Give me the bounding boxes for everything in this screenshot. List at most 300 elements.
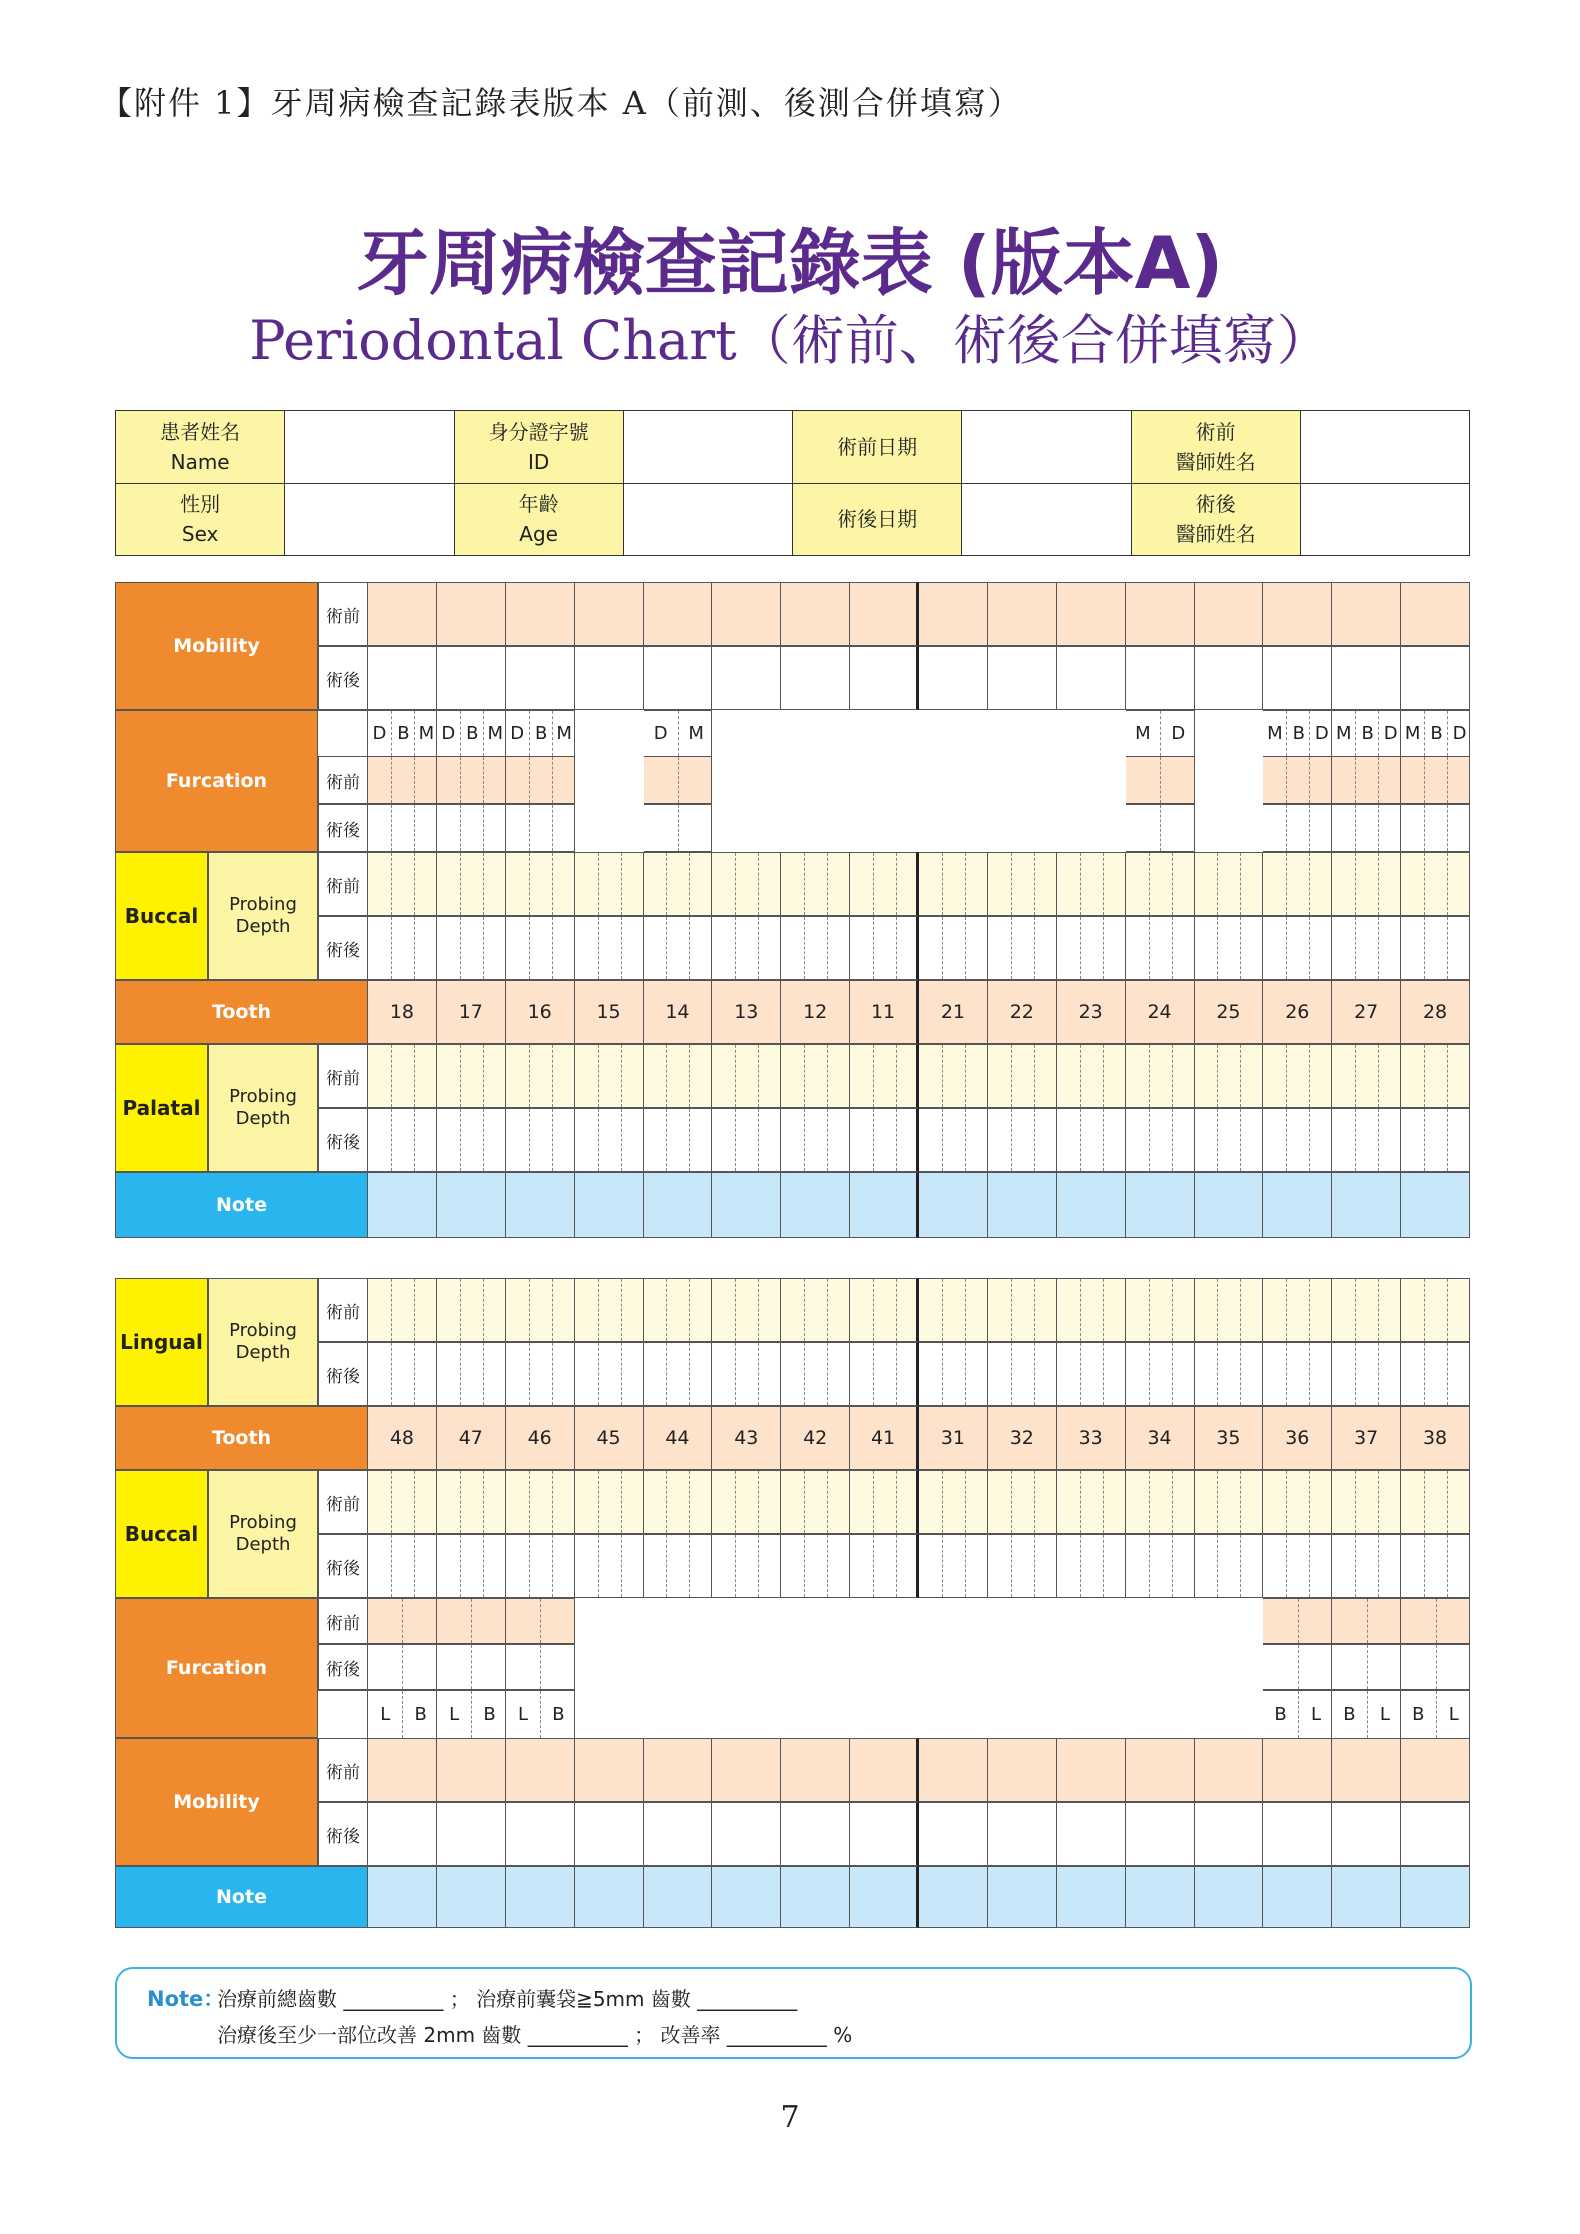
lower-lingual-pd-post-12[interactable] bbox=[1126, 1342, 1195, 1406]
upper-palatal-pd-pre-1[interactable] bbox=[368, 1044, 437, 1108]
note-cell-16[interactable] bbox=[1401, 1172, 1470, 1238]
upper-mobility-pre-4[interactable] bbox=[575, 582, 644, 646]
upper-palatal-pd-post-7[interactable] bbox=[781, 1108, 850, 1172]
note-cell-5[interactable] bbox=[644, 1172, 713, 1238]
lower-mobility-pre-14[interactable] bbox=[1263, 1738, 1332, 1802]
upper-mobility-pre-7[interactable] bbox=[781, 582, 850, 646]
lower-lingual-pd-pre-8[interactable] bbox=[850, 1278, 919, 1342]
lower-furcation-pre-6 bbox=[712, 1598, 781, 1644]
upper-furcation-pre-5[interactable] bbox=[644, 756, 713, 804]
lower-buccal-pd-pre-14[interactable] bbox=[1263, 1470, 1332, 1534]
upper-palatal-pd-post-6[interactable] bbox=[712, 1108, 781, 1172]
post-op-label: 術後 bbox=[318, 804, 368, 852]
furcation-site-label: M bbox=[483, 711, 507, 756]
note-cell-1[interactable] bbox=[368, 1172, 437, 1238]
lower-mobility-pre-3[interactable] bbox=[506, 1738, 575, 1802]
lower-buccal-pd-post-7[interactable] bbox=[781, 1534, 850, 1598]
upper-buccal-pd-post-5[interactable] bbox=[644, 916, 713, 980]
sex-field[interactable] bbox=[285, 483, 454, 556]
lower-buccal-pd-pre-7[interactable] bbox=[781, 1470, 850, 1534]
lower-buccal-pd-pre-6[interactable] bbox=[712, 1470, 781, 1534]
upper-palatal-pd-post-4[interactable] bbox=[575, 1108, 644, 1172]
note-cell-2[interactable] bbox=[437, 1866, 506, 1928]
post-doctor-field[interactable] bbox=[1300, 483, 1469, 556]
lower-lingual-pd-post-16[interactable] bbox=[1401, 1342, 1470, 1406]
pre-op-label: 術前 bbox=[318, 1598, 368, 1644]
lower-mobility-post-2[interactable] bbox=[437, 1802, 506, 1866]
lower-lingual-pd-post-10[interactable] bbox=[988, 1342, 1057, 1406]
pre-op-label: 術前 bbox=[318, 582, 368, 646]
lower-mobility-post-15[interactable] bbox=[1332, 1802, 1401, 1866]
lower-furcation-post-9 bbox=[919, 1644, 988, 1690]
lower-lingual-pd-post-9[interactable] bbox=[919, 1342, 988, 1406]
note-cell-3[interactable] bbox=[506, 1172, 575, 1238]
lower-furcation-post-15[interactable] bbox=[1332, 1644, 1401, 1690]
upper-mobility-pre-14[interactable] bbox=[1263, 582, 1332, 646]
upper-mobility-pre-1[interactable] bbox=[368, 582, 437, 646]
tooth-number: 27 bbox=[1332, 980, 1401, 1044]
note-cell-6[interactable] bbox=[712, 1172, 781, 1238]
upper-mobility-post-9[interactable] bbox=[919, 646, 988, 710]
upper-buccal-pd-pre-9[interactable] bbox=[919, 852, 988, 916]
lower-mobility-pre-10[interactable] bbox=[988, 1738, 1057, 1802]
lower-buccal-pd-post-2[interactable] bbox=[437, 1534, 506, 1598]
lower-lingual-pd-pre-5[interactable] bbox=[644, 1278, 713, 1342]
upper-mobility-post-15[interactable] bbox=[1332, 646, 1401, 710]
note-cell-15[interactable] bbox=[1332, 1866, 1401, 1928]
upper-mobility-pre-5[interactable] bbox=[644, 582, 713, 646]
lower-mobility-post-10[interactable] bbox=[988, 1802, 1057, 1866]
lower-buccal-pd-pre-8[interactable] bbox=[850, 1470, 919, 1534]
lower-furcation-pre-1[interactable] bbox=[368, 1598, 437, 1644]
upper-furcation-sites-16 bbox=[1401, 710, 1470, 756]
upper-mobility-pre-11[interactable] bbox=[1057, 582, 1126, 646]
upper-buccal-pd-post-11[interactable] bbox=[1057, 916, 1126, 980]
tooth-number: 23 bbox=[1057, 980, 1126, 1044]
upper-mobility-pre-16[interactable] bbox=[1401, 582, 1470, 646]
lower-lingual-pd-pre-11[interactable] bbox=[1057, 1278, 1126, 1342]
upper-buccal-pd-pre-8[interactable] bbox=[850, 852, 919, 916]
post-op-label: 術後 bbox=[318, 1802, 368, 1866]
upper-palatal-pd-post-10[interactable] bbox=[988, 1108, 1057, 1172]
upper-buccal-pd-post-10[interactable] bbox=[988, 916, 1057, 980]
upper-buccal-pd-post-15[interactable] bbox=[1332, 916, 1401, 980]
upper-palatal-pd-post-2[interactable] bbox=[437, 1108, 506, 1172]
upper-mobility-post-4[interactable] bbox=[575, 646, 644, 710]
note-cell-6[interactable] bbox=[712, 1866, 781, 1928]
upper-mobility-post-12[interactable] bbox=[1126, 646, 1195, 710]
note-cell-11[interactable] bbox=[1057, 1172, 1126, 1238]
lower-lingual-pd-post-2[interactable] bbox=[437, 1342, 506, 1406]
lower-mobility-post-12[interactable] bbox=[1126, 1802, 1195, 1866]
lower-buccal-pd-pre-1[interactable] bbox=[368, 1470, 437, 1534]
lower-lingual-pd-post-3[interactable] bbox=[506, 1342, 575, 1406]
palatal-label: Palatal bbox=[115, 1044, 208, 1172]
upper-furcation-sites-1 bbox=[368, 710, 437, 756]
lower-lingual-pd-post-7[interactable] bbox=[781, 1342, 850, 1406]
lower-furcation-post-16[interactable] bbox=[1401, 1644, 1470, 1690]
upper-furcation-pre-3[interactable] bbox=[506, 756, 575, 804]
lower-lingual-pd-post-6[interactable] bbox=[712, 1342, 781, 1406]
note-cell-5[interactable] bbox=[644, 1866, 713, 1928]
upper-mobility-post-10[interactable] bbox=[988, 646, 1057, 710]
age-field[interactable] bbox=[623, 483, 792, 556]
upper-palatal-pd-pre-5[interactable] bbox=[644, 1044, 713, 1108]
upper-buccal-pd-post-4[interactable] bbox=[575, 916, 644, 980]
note-cell-3[interactable] bbox=[506, 1866, 575, 1928]
upper-buccal-pd-post-1[interactable] bbox=[368, 916, 437, 980]
lower-mobility-post-7[interactable] bbox=[781, 1802, 850, 1866]
lower-mobility-post-3[interactable] bbox=[506, 1802, 575, 1866]
upper-furcation-post-11 bbox=[1057, 804, 1126, 852]
upper-palatal-pd-pre-2[interactable] bbox=[437, 1044, 506, 1108]
upper-buccal-pd-pre-15[interactable] bbox=[1332, 852, 1401, 916]
upper-palatal-pd-pre-7[interactable] bbox=[781, 1044, 850, 1108]
lower-mobility-post-11[interactable] bbox=[1057, 1802, 1126, 1866]
lower-mobility-pre-1[interactable] bbox=[368, 1738, 437, 1802]
upper-palatal-pd-post-13[interactable] bbox=[1195, 1108, 1264, 1172]
post-date-field[interactable] bbox=[962, 483, 1131, 556]
lower-buccal-pd-pre-15[interactable] bbox=[1332, 1470, 1401, 1534]
lower-furcation-pre-14[interactable] bbox=[1263, 1598, 1332, 1644]
upper-palatal-pd-post-15[interactable] bbox=[1332, 1108, 1401, 1172]
lower-buccal-pd-post-10[interactable] bbox=[988, 1534, 1057, 1598]
upper-buccal-pd-pre-4[interactable] bbox=[575, 852, 644, 916]
note-box-label: Note： bbox=[147, 1987, 225, 2011]
note-cell-2[interactable] bbox=[437, 1172, 506, 1238]
upper-buccal-pd-post-12[interactable] bbox=[1126, 916, 1195, 980]
lower-lingual-pd-post-8[interactable] bbox=[850, 1342, 919, 1406]
lower-mobility-pre-6[interactable] bbox=[712, 1738, 781, 1802]
upper-buccal-pd-post-16[interactable] bbox=[1401, 916, 1470, 980]
note-cell-10[interactable] bbox=[988, 1172, 1057, 1238]
note-cell-14[interactable] bbox=[1263, 1172, 1332, 1238]
lower-buccal-pd-post-9[interactable] bbox=[919, 1534, 988, 1598]
upper-buccal-pd-post-6[interactable] bbox=[712, 916, 781, 980]
lower-lingual-pd-pre-13[interactable] bbox=[1195, 1278, 1264, 1342]
upper-furcation-pre-2[interactable] bbox=[437, 756, 506, 804]
upper-palatal-pd-pre-6[interactable] bbox=[712, 1044, 781, 1108]
lower-buccal-pd-post-6[interactable] bbox=[712, 1534, 781, 1598]
upper-palatal-pd-post-14[interactable] bbox=[1263, 1108, 1332, 1172]
note-cell-9[interactable] bbox=[919, 1866, 988, 1928]
upper-mobility-post-6[interactable] bbox=[712, 646, 781, 710]
lower-lingual-pd-post-5[interactable] bbox=[644, 1342, 713, 1406]
upper-mobility-post-14[interactable] bbox=[1263, 646, 1332, 710]
lower-buccal-pd-post-4[interactable] bbox=[575, 1534, 644, 1598]
note-cell-7[interactable] bbox=[781, 1172, 850, 1238]
lower-lingual-pd-pre-15[interactable] bbox=[1332, 1278, 1401, 1342]
lower-buccal-pd-post-11[interactable] bbox=[1057, 1534, 1126, 1598]
lower-furcation-pre-15[interactable] bbox=[1332, 1598, 1401, 1644]
lower-lingual-pd-post-15[interactable] bbox=[1332, 1342, 1401, 1406]
upper-mobility-post-8[interactable] bbox=[850, 646, 919, 710]
furcation-site-label: B bbox=[460, 711, 484, 756]
upper-buccal-pd-post-7[interactable] bbox=[781, 916, 850, 980]
lower-lingual-pd-post-13[interactable] bbox=[1195, 1342, 1264, 1406]
upper-palatal-pd-post-11[interactable] bbox=[1057, 1108, 1126, 1172]
lower-lingual-pd-pre-10[interactable] bbox=[988, 1278, 1057, 1342]
tooth-number: 46 bbox=[506, 1406, 575, 1470]
lower-lingual-pd-pre-2[interactable] bbox=[437, 1278, 506, 1342]
note-cell-9[interactable] bbox=[919, 1172, 988, 1238]
note-cell-8[interactable] bbox=[850, 1172, 919, 1238]
upper-palatal-pd-pre-8[interactable] bbox=[850, 1044, 919, 1108]
lower-buccal-pd-pre-4[interactable] bbox=[575, 1470, 644, 1534]
upper-buccal-pd-pre-13[interactable] bbox=[1195, 852, 1264, 916]
pre-doctor-field[interactable] bbox=[1300, 411, 1469, 484]
lower-mobility-post-14[interactable] bbox=[1263, 1802, 1332, 1866]
upper-buccal-pd-pre-6[interactable] bbox=[712, 852, 781, 916]
upper-palatal-pd-pre-9[interactable] bbox=[919, 1044, 988, 1108]
lower-lingual-pd-post-11[interactable] bbox=[1057, 1342, 1126, 1406]
tooth-number: 38 bbox=[1401, 1406, 1470, 1470]
upper-furcation-post-1[interactable] bbox=[368, 804, 437, 852]
lower-buccal-pd-post-15[interactable] bbox=[1332, 1534, 1401, 1598]
upper-buccal-pd-pre-2[interactable] bbox=[437, 852, 506, 916]
lower-mobility-pre-11[interactable] bbox=[1057, 1738, 1126, 1802]
lower-buccal-pd-pre-9[interactable] bbox=[919, 1470, 988, 1534]
note-cell-12[interactable] bbox=[1126, 1866, 1195, 1928]
lower-buccal-pd-pre-2[interactable] bbox=[437, 1470, 506, 1534]
upper-furcation-post-5[interactable] bbox=[644, 804, 713, 852]
lower-mobility-pre-4[interactable] bbox=[575, 1738, 644, 1802]
upper-furcation-pre-14[interactable] bbox=[1263, 756, 1332, 804]
upper-furcation-post-10 bbox=[988, 804, 1057, 852]
upper-furcation-post-3[interactable] bbox=[506, 804, 575, 852]
upper-mobility-pre-15[interactable] bbox=[1332, 582, 1401, 646]
upper-buccal-pd-pre-12[interactable] bbox=[1126, 852, 1195, 916]
upper-buccal-pd-pre-14[interactable] bbox=[1263, 852, 1332, 916]
upper-palatal-pd-pre-15[interactable] bbox=[1332, 1044, 1401, 1108]
tooth-row-label: Tooth bbox=[115, 1406, 368, 1470]
upper-furcation-post-2[interactable] bbox=[437, 804, 506, 852]
upper-palatal-pd-post-3[interactable] bbox=[506, 1108, 575, 1172]
upper-buccal-pd-post-13[interactable] bbox=[1195, 916, 1264, 980]
upper-mobility-pre-13[interactable] bbox=[1195, 582, 1264, 646]
upper-buccal-pd-post-3[interactable] bbox=[506, 916, 575, 980]
lower-buccal-pd-post-13[interactable] bbox=[1195, 1534, 1264, 1598]
upper-furcation-post-6 bbox=[712, 804, 781, 852]
furcation-site-label: D bbox=[1447, 711, 1471, 756]
upper-buccal-pd-pre-11[interactable] bbox=[1057, 852, 1126, 916]
pre-date-field[interactable] bbox=[962, 411, 1131, 484]
lower-mobility-post-13[interactable] bbox=[1195, 1802, 1264, 1866]
lower-lingual-pd-post-1[interactable] bbox=[368, 1342, 437, 1406]
upper-buccal-pd-pre-3[interactable] bbox=[506, 852, 575, 916]
furcation-site-label: L bbox=[1436, 1691, 1471, 1738]
upper-palatal-pd-pre-10[interactable] bbox=[988, 1044, 1057, 1108]
upper-palatal-pd-pre-13[interactable] bbox=[1195, 1044, 1264, 1108]
lower-mobility-pre-7[interactable] bbox=[781, 1738, 850, 1802]
furcation-site-label: M bbox=[1404, 723, 1421, 744]
lower-lingual-pd-pre-1[interactable] bbox=[368, 1278, 437, 1342]
note-cell-7[interactable] bbox=[781, 1866, 850, 1928]
upper-mobility-pre-2[interactable] bbox=[437, 582, 506, 646]
lower-furcation-post-14[interactable] bbox=[1263, 1644, 1332, 1690]
lower-furcation-pre-2[interactable] bbox=[437, 1598, 506, 1644]
lower-furcation-pre-16[interactable] bbox=[1401, 1598, 1470, 1644]
lower-lingual-pd-pre-4[interactable] bbox=[575, 1278, 644, 1342]
lower-buccal-pd-pre-12[interactable] bbox=[1126, 1470, 1195, 1534]
note-cell-13[interactable] bbox=[1195, 1866, 1264, 1928]
upper-buccal-pd-post-9[interactable] bbox=[919, 916, 988, 980]
page-number: 7 bbox=[780, 2100, 800, 2135]
note-cell-12[interactable] bbox=[1126, 1172, 1195, 1238]
lower-lingual-pd-post-4[interactable] bbox=[575, 1342, 644, 1406]
upper-palatal-pd-post-5[interactable] bbox=[644, 1108, 713, 1172]
lower-mobility-post-4[interactable] bbox=[575, 1802, 644, 1866]
lower-lingual-pd-pre-3[interactable] bbox=[506, 1278, 575, 1342]
tooth-number: 33 bbox=[1057, 1406, 1126, 1470]
note-cell-14[interactable] bbox=[1263, 1866, 1332, 1928]
upper-mobility-pre-10[interactable] bbox=[988, 582, 1057, 646]
upper-furcation-sites-3 bbox=[506, 710, 575, 756]
tooth-number: 42 bbox=[781, 1406, 850, 1470]
probing-depth-label: Probing Depth bbox=[208, 852, 318, 980]
note-cell-13[interactable] bbox=[1195, 1172, 1264, 1238]
lower-buccal-pd-pre-13[interactable] bbox=[1195, 1470, 1264, 1534]
note-cell-15[interactable] bbox=[1332, 1172, 1401, 1238]
lower-furcation-post-1[interactable] bbox=[368, 1644, 437, 1690]
upper-mobility-pre-6[interactable] bbox=[712, 582, 781, 646]
lower-mobility-post-5[interactable] bbox=[644, 1802, 713, 1866]
upper-buccal-pd-post-8[interactable] bbox=[850, 916, 919, 980]
lower-mobility-pre-12[interactable] bbox=[1126, 1738, 1195, 1802]
upper-buccal-pd-pre-16[interactable] bbox=[1401, 852, 1470, 916]
lower-buccal-pd-pre-11[interactable] bbox=[1057, 1470, 1126, 1534]
note-cell-8[interactable] bbox=[850, 1866, 919, 1928]
lower-mobility-post-1[interactable] bbox=[368, 1802, 437, 1866]
lower-mobility-pre-13[interactable] bbox=[1195, 1738, 1264, 1802]
probing-depth-label: Probing Depth bbox=[208, 1044, 318, 1172]
lower-lingual-pd-pre-6[interactable] bbox=[712, 1278, 781, 1342]
upper-palatal-pd-post-8[interactable] bbox=[850, 1108, 919, 1172]
lower-mobility-post-8[interactable] bbox=[850, 1802, 919, 1866]
upper-furcation-post-13 bbox=[1195, 804, 1264, 852]
furcation-site-label: L bbox=[1367, 1691, 1402, 1738]
furcation-site-label: B bbox=[1412, 1704, 1425, 1725]
lower-mobility-post-9[interactable] bbox=[919, 1802, 988, 1866]
lower-lingual-pd-pre-7[interactable] bbox=[781, 1278, 850, 1342]
furcation-site-label: M bbox=[1135, 723, 1151, 744]
upper-palatal-pd-pre-11[interactable] bbox=[1057, 1044, 1126, 1108]
upper-palatal-pd-pre-14[interactable] bbox=[1263, 1044, 1332, 1108]
upper-mobility-post-16[interactable] bbox=[1401, 646, 1470, 710]
name-field[interactable] bbox=[285, 411, 454, 484]
lower-buccal-pd-post-14[interactable] bbox=[1263, 1534, 1332, 1598]
upper-furcation-pre-15[interactable] bbox=[1332, 756, 1401, 804]
upper-buccal-pd-pre-1[interactable] bbox=[368, 852, 437, 916]
upper-mobility-pre-12[interactable] bbox=[1126, 582, 1195, 646]
upper-furcation-post-16[interactable] bbox=[1401, 804, 1470, 852]
upper-palatal-pd-post-16[interactable] bbox=[1401, 1108, 1470, 1172]
upper-mobility-post-7[interactable] bbox=[781, 646, 850, 710]
furcation-label: Furcation bbox=[115, 710, 318, 852]
upper-palatal-pd-pre-4[interactable] bbox=[575, 1044, 644, 1108]
lower-buccal-pd-post-8[interactable] bbox=[850, 1534, 919, 1598]
upper-furcation-post-9 bbox=[919, 804, 988, 852]
id-field[interactable] bbox=[623, 411, 792, 484]
upper-mobility-post-5[interactable] bbox=[644, 646, 713, 710]
lower-buccal-pd-post-12[interactable] bbox=[1126, 1534, 1195, 1598]
upper-buccal-pd-post-2[interactable] bbox=[437, 916, 506, 980]
upper-palatal-pd-pre-12[interactable] bbox=[1126, 1044, 1195, 1108]
upper-furcation-post-15[interactable] bbox=[1332, 804, 1401, 852]
lower-buccal-pd-pre-10[interactable] bbox=[988, 1470, 1057, 1534]
upper-palatal-pd-pre-3[interactable] bbox=[506, 1044, 575, 1108]
note-cell-10[interactable] bbox=[988, 1866, 1057, 1928]
lower-furcation-pre-3[interactable] bbox=[506, 1598, 575, 1644]
lower-furcation-post-2[interactable] bbox=[437, 1644, 506, 1690]
upper-mobility-post-3[interactable] bbox=[506, 646, 575, 710]
lower-buccal-pd-post-5[interactable] bbox=[644, 1534, 713, 1598]
lower-lingual-pd-pre-9[interactable] bbox=[919, 1278, 988, 1342]
lower-mobility-pre-2[interactable] bbox=[437, 1738, 506, 1802]
upper-furcation-pre-12[interactable] bbox=[1126, 756, 1195, 804]
note-cell-4[interactable] bbox=[575, 1172, 644, 1238]
upper-palatal-pd-post-9[interactable] bbox=[919, 1108, 988, 1172]
upper-buccal-pd-pre-5[interactable] bbox=[644, 852, 713, 916]
lower-buccal-pd-post-16[interactable] bbox=[1401, 1534, 1470, 1598]
upper-mobility-post-1[interactable] bbox=[368, 646, 437, 710]
upper-furcation-pre-16[interactable] bbox=[1401, 756, 1470, 804]
lower-mobility-pre-5[interactable] bbox=[644, 1738, 713, 1802]
lower-mobility-pre-16[interactable] bbox=[1401, 1738, 1470, 1802]
lower-buccal-pd-pre-3[interactable] bbox=[506, 1470, 575, 1534]
upper-mobility-post-11[interactable] bbox=[1057, 646, 1126, 710]
note-cell-4[interactable] bbox=[575, 1866, 644, 1928]
upper-palatal-pd-post-12[interactable] bbox=[1126, 1108, 1195, 1172]
upper-mobility-pre-3[interactable] bbox=[506, 582, 575, 646]
lower-buccal-pd-post-1[interactable] bbox=[368, 1534, 437, 1598]
lower-mobility-post-6[interactable] bbox=[712, 1802, 781, 1866]
lower-buccal-pd-pre-16[interactable] bbox=[1401, 1470, 1470, 1534]
lower-mobility-pre-15[interactable] bbox=[1332, 1738, 1401, 1802]
lower-buccal-pd-pre-5[interactable] bbox=[644, 1470, 713, 1534]
upper-buccal-pd-pre-10[interactable] bbox=[988, 852, 1057, 916]
upper-mobility-pre-9[interactable] bbox=[919, 582, 988, 646]
lower-lingual-pd-pre-12[interactable] bbox=[1126, 1278, 1195, 1342]
lower-furcation-post-3[interactable] bbox=[506, 1644, 575, 1690]
tooth-number: 16 bbox=[506, 980, 575, 1044]
lower-lingual-pd-pre-14[interactable] bbox=[1263, 1278, 1332, 1342]
note-cell-16[interactable] bbox=[1401, 1866, 1470, 1928]
note-cell-1[interactable] bbox=[368, 1866, 437, 1928]
upper-palatal-pd-post-1[interactable] bbox=[368, 1108, 437, 1172]
furcation-site-label: B bbox=[402, 1691, 437, 1738]
upper-palatal-pd-pre-16[interactable] bbox=[1401, 1044, 1470, 1108]
upper-buccal-pd-post-14[interactable] bbox=[1263, 916, 1332, 980]
upper-mobility-pre-8[interactable] bbox=[850, 582, 919, 646]
upper-furcation-post-12[interactable] bbox=[1126, 804, 1195, 852]
lower-lingual-pd-pre-16[interactable] bbox=[1401, 1278, 1470, 1342]
note-cell-11[interactable] bbox=[1057, 1866, 1126, 1928]
lower-buccal-pd-post-3[interactable] bbox=[506, 1534, 575, 1598]
tooth-number: 41 bbox=[850, 1406, 919, 1470]
lower-mobility-post-16[interactable] bbox=[1401, 1802, 1470, 1866]
lower-mobility-pre-9[interactable] bbox=[919, 1738, 988, 1802]
upper-mobility-post-2[interactable] bbox=[437, 646, 506, 710]
lower-furcation-pre-10 bbox=[988, 1598, 1057, 1644]
mobility-label: Mobility bbox=[115, 582, 318, 710]
lower-mobility-pre-8[interactable] bbox=[850, 1738, 919, 1802]
upper-furcation-post-14[interactable] bbox=[1263, 804, 1332, 852]
lower-lingual-pd-post-14[interactable] bbox=[1263, 1342, 1332, 1406]
upper-furcation-pre-1[interactable] bbox=[368, 756, 437, 804]
upper-buccal-pd-pre-7[interactable] bbox=[781, 852, 850, 916]
upper-mobility-post-13[interactable] bbox=[1195, 646, 1264, 710]
